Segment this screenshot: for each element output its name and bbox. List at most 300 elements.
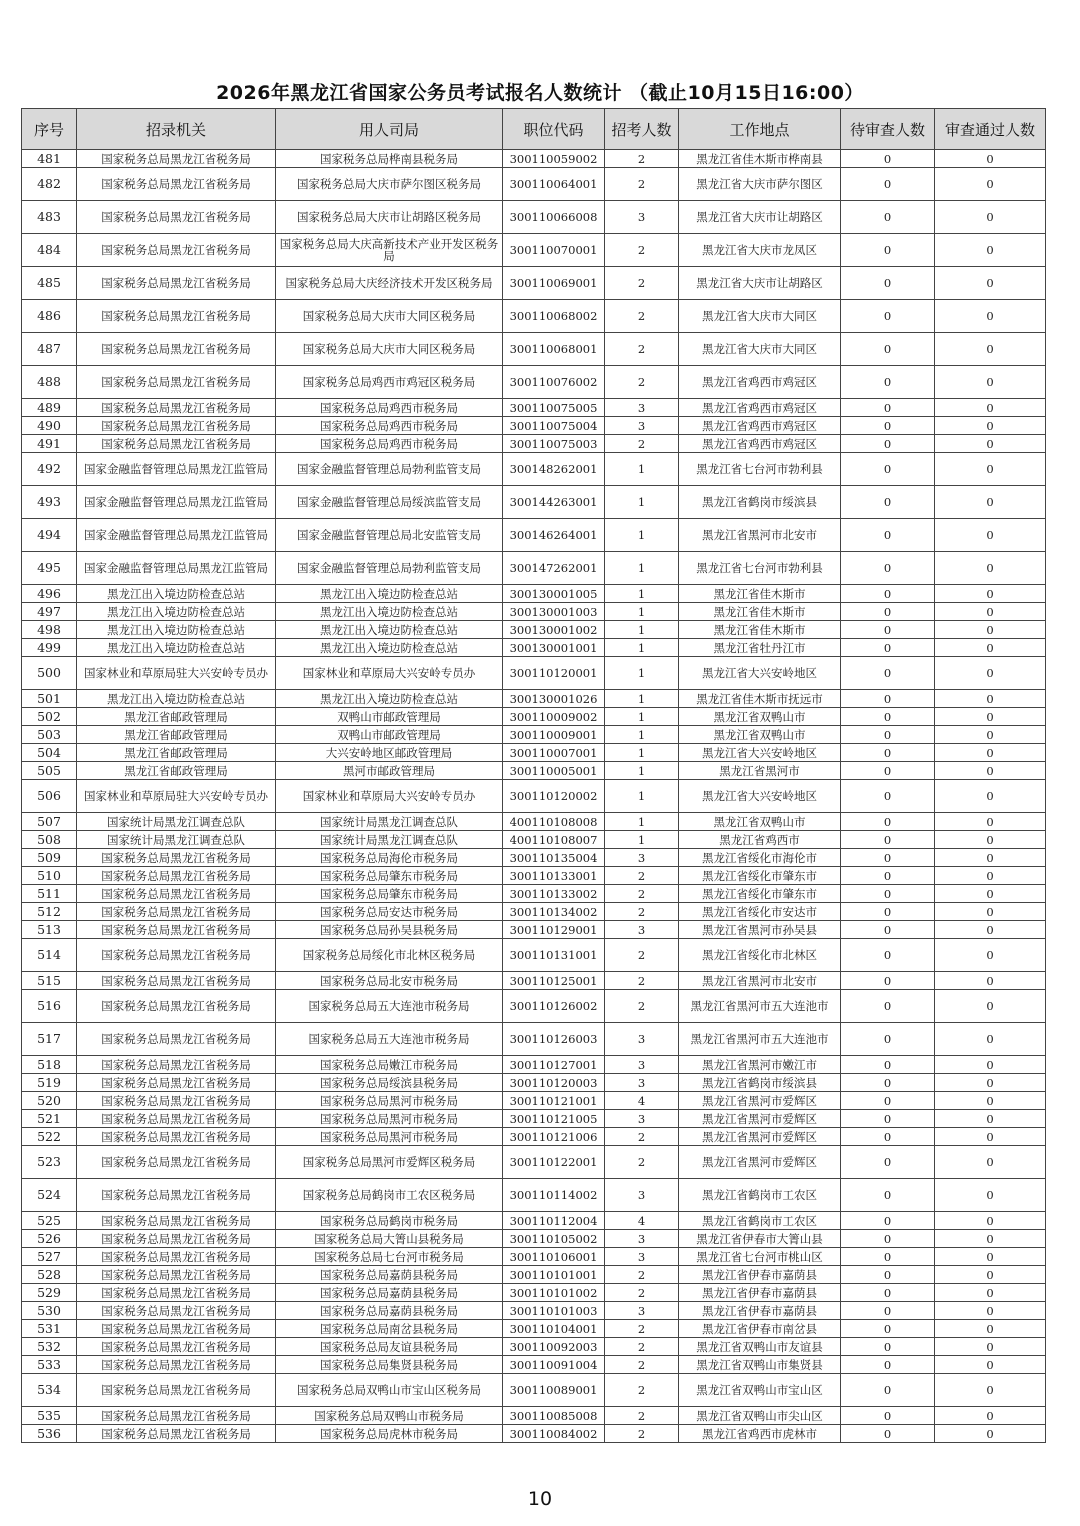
cell-agency: 国家税务总局黑龙江省税务局 [77,1092,276,1110]
cell-agency: 国家林业和草原局驻大兴安岭专员办 [77,657,276,690]
cell-agency: 国家税务总局黑龙江省税务局 [77,1356,276,1374]
header-location: 工作地点 [679,109,841,150]
cell-seq: 521 [22,1110,77,1128]
cell-location: 黑龙江省七台河市桃山区 [679,1248,841,1266]
cell-approved: 0 [935,867,1046,885]
cell-agency: 黑龙江省邮政管理局 [77,726,276,744]
cell-location: 黑龙江省黑河市北安市 [679,972,841,990]
cell-seq: 509 [22,849,77,867]
table-row [22,621,1046,639]
cell-department: 国家税务总局嘉荫县税务局 [276,1284,503,1302]
cell-seq: 527 [22,1248,77,1266]
cell-position-code: 300110114002 [503,1179,605,1212]
cell-agency: 黑龙江出入境边防检查总站 [77,639,276,657]
cell-quota: 2 [605,1407,679,1425]
cell-location: 黑龙江省佳木斯市 [679,603,841,621]
cell-pending: 0 [841,168,935,201]
cell-position-code: 300110009001 [503,726,605,744]
table-row [22,300,1046,333]
cell-quota: 4 [605,1092,679,1110]
table-row [22,1302,1046,1320]
table-row [22,1092,1046,1110]
cell-approved: 0 [935,486,1046,519]
cell-department: 国家税务总局孙吴县税务局 [276,921,503,939]
cell-pending: 0 [841,585,935,603]
cell-approved: 0 [935,1374,1046,1407]
cell-department: 黑龙江出入境边防检查总站 [276,603,503,621]
cell-pending: 0 [841,1056,935,1074]
cell-seq: 511 [22,885,77,903]
page-title: 2026年黑龙江省国家公务员考试报名人数统计 （截止10月15日16:00） [216,82,864,104]
cell-pending: 0 [841,972,935,990]
cell-pending: 0 [841,921,935,939]
cell-seq: 493 [22,486,77,519]
cell-department: 国家税务总局鹤岗市税务局 [276,1212,503,1230]
cell-location: 黑龙江省大兴安岭地区 [679,657,841,690]
cell-department: 国家税务总局五大连池市税务局 [276,1023,503,1056]
cell-pending: 0 [841,486,935,519]
cell-quota: 1 [605,726,679,744]
cell-position-code: 300130001002 [503,621,605,639]
cell-quota: 3 [605,1302,679,1320]
cell-approved: 0 [935,690,1046,708]
cell-agency: 国家税务总局黑龙江省税务局 [77,201,276,234]
table-row [22,1056,1046,1074]
cell-department: 国家税务总局鹤岗市工农区税务局 [276,1179,503,1212]
cell-department: 国家税务总局大庆高新技术产业开发区税务局 [276,234,503,267]
cell-seq: 488 [22,366,77,399]
cell-location: 黑龙江省黑河市爱辉区 [679,1110,841,1128]
cell-location: 黑龙江省大庆市大同区 [679,300,841,333]
cell-department: 国家税务总局大庆市大同区税务局 [276,333,503,366]
cell-agency: 国家统计局黑龙江调查总队 [77,813,276,831]
cell-quota: 4 [605,1212,679,1230]
cell-seq: 500 [22,657,77,690]
cell-quota: 2 [605,1284,679,1302]
cell-location: 黑龙江省佳木斯市抚远市 [679,690,841,708]
cell-position-code: 300110126002 [503,990,605,1023]
header-agency: 招录机关 [77,109,276,150]
cell-seq: 528 [22,1266,77,1284]
table-row [22,972,1046,990]
cell-seq: 524 [22,1179,77,1212]
cell-department: 国家税务总局嫩江市税务局 [276,1056,503,1074]
cell-seq: 508 [22,831,77,849]
cell-agency: 国家税务总局黑龙江省税务局 [77,972,276,990]
cell-location: 黑龙江省大庆市龙凤区 [679,234,841,267]
cell-location: 黑龙江省双鸭山市 [679,813,841,831]
header-row [22,109,1046,150]
cell-quota: 2 [605,939,679,972]
cell-approved: 0 [935,885,1046,903]
table-row [22,201,1046,234]
table-row [22,168,1046,201]
cell-position-code: 300110005001 [503,762,605,780]
cell-location: 黑龙江省鹤岗市工农区 [679,1179,841,1212]
cell-quota: 2 [605,168,679,201]
cell-department: 国家税务总局肇东市税务局 [276,867,503,885]
cell-pending: 0 [841,1320,935,1338]
cell-seq: 496 [22,585,77,603]
table-row [22,552,1046,585]
cell-location: 黑龙江省双鸭山市集贤县 [679,1356,841,1374]
cell-department: 国家税务总局双鸭山市宝山区税务局 [276,1374,503,1407]
cell-quota: 2 [605,267,679,300]
cell-location: 黑龙江省伊春市嘉荫县 [679,1284,841,1302]
cell-position-code: 300110068001 [503,333,605,366]
cell-position-code: 300110069001 [503,267,605,300]
cell-agency: 国家税务总局黑龙江省税务局 [77,1266,276,1284]
cell-location: 黑龙江省双鸭山市宝山区 [679,1374,841,1407]
cell-department: 国家税务总局友谊县税务局 [276,1338,503,1356]
cell-location: 黑龙江省大庆市萨尔图区 [679,168,841,201]
page-number: 10 [527,1488,553,1510]
cell-position-code: 300110121005 [503,1110,605,1128]
cell-approved: 0 [935,1425,1046,1443]
cell-position-code: 300130001003 [503,603,605,621]
cell-agency: 国家税务总局黑龙江省税务局 [77,1230,276,1248]
table-row [22,903,1046,921]
cell-seq: 529 [22,1284,77,1302]
cell-location: 黑龙江省伊春市嘉荫县 [679,1302,841,1320]
cell-seq: 492 [22,453,77,486]
cell-pending: 0 [841,1110,935,1128]
header-department: 用人司局 [276,109,503,150]
cell-quota: 2 [605,150,679,168]
cell-position-code: 300110112004 [503,1212,605,1230]
cell-department: 国家税务总局五大连池市税务局 [276,990,503,1023]
cell-position-code: 300110133001 [503,867,605,885]
table-row [22,486,1046,519]
cell-agency: 国家税务总局黑龙江省税务局 [77,1110,276,1128]
cell-pending: 0 [841,1146,935,1179]
table-row [22,234,1046,267]
cell-quota: 3 [605,417,679,435]
cell-position-code: 300110075003 [503,435,605,453]
cell-position-code: 300110091004 [503,1356,605,1374]
cell-approved: 0 [935,1407,1046,1425]
cell-approved: 0 [935,921,1046,939]
table-row [22,990,1046,1023]
cell-pending: 0 [841,708,935,726]
cell-approved: 0 [935,1320,1046,1338]
cell-location: 黑龙江省黑河市爱辉区 [679,1128,841,1146]
cell-seq: 482 [22,168,77,201]
cell-approved: 0 [935,1179,1046,1212]
cell-pending: 0 [841,150,935,168]
cell-location: 黑龙江省鹤岗市绥滨县 [679,486,841,519]
cell-pending: 0 [841,417,935,435]
cell-seq: 494 [22,519,77,552]
cell-department: 国家统计局黑龙江调查总队 [276,813,503,831]
cell-approved: 0 [935,1356,1046,1374]
cell-department: 国家税务总局七台河市税务局 [276,1248,503,1266]
cell-quota: 1 [605,831,679,849]
table-row [22,726,1046,744]
table-row [22,849,1046,867]
cell-seq: 497 [22,603,77,621]
cell-seq: 490 [22,417,77,435]
cell-position-code: 300110070001 [503,234,605,267]
cell-seq: 485 [22,267,77,300]
cell-location: 黑龙江省黑河市嫩江市 [679,1056,841,1074]
cell-agency: 国家税务总局黑龙江省税务局 [77,1248,276,1266]
cell-pending: 0 [841,939,935,972]
cell-position-code: 300110007001 [503,744,605,762]
registration-table [21,108,1046,1443]
cell-agency: 国家金融监督管理总局黑龙江监管局 [77,519,276,552]
cell-location: 黑龙江省绥化市肇东市 [679,885,841,903]
cell-position-code: 300110064001 [503,168,605,201]
cell-quota: 2 [605,1266,679,1284]
cell-seq: 481 [22,150,77,168]
cell-pending: 0 [841,366,935,399]
cell-position-code: 300110106001 [503,1248,605,1266]
cell-seq: 526 [22,1230,77,1248]
table-row [22,366,1046,399]
cell-position-code: 300110059002 [503,150,605,168]
cell-agency: 国家税务总局黑龙江省税务局 [77,1212,276,1230]
cell-quota: 2 [605,300,679,333]
cell-location: 黑龙江省鸡西市虎林市 [679,1425,841,1443]
cell-agency: 国家税务总局黑龙江省税务局 [77,1320,276,1338]
cell-position-code: 300110135004 [503,849,605,867]
cell-location: 黑龙江省大兴安岭地区 [679,780,841,813]
cell-quota: 2 [605,1338,679,1356]
cell-quota: 2 [605,234,679,267]
table-row [22,885,1046,903]
cell-pending: 0 [841,603,935,621]
cell-agency: 国家税务总局黑龙江省税务局 [77,849,276,867]
cell-seq: 495 [22,552,77,585]
cell-quota: 3 [605,399,679,417]
cell-seq: 536 [22,1425,77,1443]
cell-position-code: 300147262001 [503,552,605,585]
cell-pending: 0 [841,1092,935,1110]
cell-seq: 501 [22,690,77,708]
cell-seq: 515 [22,972,77,990]
cell-location: 黑龙江省七台河市勃利县 [679,453,841,486]
cell-agency: 国家税务总局黑龙江省税务局 [77,1338,276,1356]
cell-quota: 2 [605,885,679,903]
cell-location: 黑龙江省牡丹江市 [679,639,841,657]
cell-quota: 2 [605,1374,679,1407]
cell-agency: 国家税务总局黑龙江省税务局 [77,399,276,417]
cell-location: 黑龙江省伊春市大箐山县 [679,1230,841,1248]
cell-location: 黑龙江省双鸭山市尖山区 [679,1407,841,1425]
cell-pending: 0 [841,1356,935,1374]
cell-department: 国家税务总局鸡西市鸡冠区税务局 [276,366,503,399]
cell-approved: 0 [935,168,1046,201]
cell-quota: 2 [605,903,679,921]
cell-pending: 0 [841,1230,935,1248]
table-row [22,150,1046,168]
cell-position-code: 300110009002 [503,708,605,726]
cell-approved: 0 [935,603,1046,621]
cell-seq: 505 [22,762,77,780]
cell-position-code: 300110075005 [503,399,605,417]
table-row [22,708,1046,726]
cell-position-code: 300130001005 [503,585,605,603]
cell-department: 国家税务总局肇东市税务局 [276,885,503,903]
cell-pending: 0 [841,399,935,417]
cell-pending: 0 [841,813,935,831]
cell-approved: 0 [935,300,1046,333]
cell-quota: 2 [605,1320,679,1338]
cell-pending: 0 [841,267,935,300]
cell-seq: 534 [22,1374,77,1407]
table-row [22,1110,1046,1128]
cell-pending: 0 [841,639,935,657]
cell-department: 国家税务总局黑河市税务局 [276,1128,503,1146]
cell-position-code: 300110075004 [503,417,605,435]
cell-seq: 502 [22,708,77,726]
cell-agency: 国家税务总局黑龙江省税务局 [77,939,276,972]
cell-seq: 525 [22,1212,77,1230]
cell-position-code: 300110066008 [503,201,605,234]
cell-agency: 国家税务总局黑龙江省税务局 [77,234,276,267]
cell-location: 黑龙江省大庆市让胡路区 [679,201,841,234]
cell-department: 双鸭山市邮政管理局 [276,708,503,726]
table-row [22,690,1046,708]
cell-pending: 0 [841,744,935,762]
cell-agency: 国家税务总局黑龙江省税务局 [77,1407,276,1425]
cell-quota: 3 [605,1056,679,1074]
cell-pending: 0 [841,1023,935,1056]
table-row [22,267,1046,300]
cell-approved: 0 [935,201,1046,234]
cell-quota: 1 [605,603,679,621]
cell-agency: 国家税务总局黑龙江省税务局 [77,1179,276,1212]
table-row [22,1284,1046,1302]
cell-department: 国家税务总局海伦市税务局 [276,849,503,867]
cell-quota: 1 [605,453,679,486]
table-row [22,1179,1046,1212]
cell-department: 黑河市邮政管理局 [276,762,503,780]
cell-approved: 0 [935,234,1046,267]
cell-approved: 0 [935,519,1046,552]
table-row [22,939,1046,972]
cell-quota: 3 [605,849,679,867]
cell-agency: 国家统计局黑龙江调查总队 [77,831,276,849]
cell-seq: 530 [22,1302,77,1320]
cell-location: 黑龙江省鸡西市 [679,831,841,849]
cell-approved: 0 [935,1110,1046,1128]
cell-agency: 国家税务总局黑龙江省税务局 [77,366,276,399]
cell-position-code: 300130001026 [503,690,605,708]
cell-pending: 0 [841,1212,935,1230]
cell-department: 国家税务总局双鸭山市税务局 [276,1407,503,1425]
cell-quota: 1 [605,744,679,762]
cell-position-code: 300110122001 [503,1146,605,1179]
cell-location: 黑龙江省鸡西市鸡冠区 [679,399,841,417]
cell-approved: 0 [935,435,1046,453]
cell-seq: 483 [22,201,77,234]
cell-pending: 0 [841,990,935,1023]
cell-quota: 3 [605,1179,679,1212]
cell-seq: 516 [22,990,77,1023]
cell-quota: 1 [605,813,679,831]
cell-seq: 487 [22,333,77,366]
cell-approved: 0 [935,621,1046,639]
cell-position-code: 300110084002 [503,1425,605,1443]
cell-approved: 0 [935,585,1046,603]
cell-department: 国家税务总局绥化市北林区税务局 [276,939,503,972]
cell-approved: 0 [935,1266,1046,1284]
cell-position-code: 300110101003 [503,1302,605,1320]
cell-pending: 0 [841,1374,935,1407]
cell-seq: 498 [22,621,77,639]
cell-pending: 0 [841,849,935,867]
cell-department: 国家税务总局鸡西市税务局 [276,399,503,417]
cell-position-code: 300110101001 [503,1266,605,1284]
cell-position-code: 300110076002 [503,366,605,399]
cell-seq: 491 [22,435,77,453]
cell-seq: 533 [22,1356,77,1374]
cell-agency: 国家税务总局黑龙江省税务局 [77,1074,276,1092]
cell-agency: 黑龙江出入境边防检查总站 [77,621,276,639]
cell-position-code: 300110092003 [503,1338,605,1356]
cell-location: 黑龙江省佳木斯市 [679,585,841,603]
header-pending: 待审查人数 [841,109,935,150]
cell-location: 黑龙江省黑河市五大连池市 [679,990,841,1023]
cell-quota: 2 [605,867,679,885]
cell-quota: 2 [605,972,679,990]
cell-approved: 0 [935,1302,1046,1320]
table-row [22,1128,1046,1146]
cell-quota: 2 [605,1146,679,1179]
table-row [22,657,1046,690]
cell-location: 黑龙江省黑河市北安市 [679,519,841,552]
cell-location: 黑龙江省鸡西市鸡冠区 [679,366,841,399]
cell-agency: 国家税务总局黑龙江省税务局 [77,1128,276,1146]
cell-department: 国家税务总局绥滨县税务局 [276,1074,503,1092]
cell-department: 国家税务总局嘉荫县税务局 [276,1302,503,1320]
cell-seq: 503 [22,726,77,744]
cell-approved: 0 [935,708,1046,726]
cell-pending: 0 [841,1266,935,1284]
cell-department: 国家统计局黑龙江调查总队 [276,831,503,849]
cell-agency: 黑龙江出入境边防检查总站 [77,585,276,603]
cell-location: 黑龙江省鸡西市鸡冠区 [679,417,841,435]
cell-position-code: 300148262001 [503,453,605,486]
cell-location: 黑龙江省鹤岗市绥滨县 [679,1074,841,1092]
cell-quota: 1 [605,657,679,690]
cell-quota: 2 [605,333,679,366]
cell-seq: 523 [22,1146,77,1179]
table-row [22,639,1046,657]
cell-quota: 1 [605,690,679,708]
cell-location: 黑龙江省鹤岗市工农区 [679,1212,841,1230]
cell-approved: 0 [935,813,1046,831]
cell-department: 国家税务总局黑河市税务局 [276,1092,503,1110]
cell-seq: 486 [22,300,77,333]
cell-agency: 国家税务总局黑龙江省税务局 [77,885,276,903]
cell-agency: 国家税务总局黑龙江省税务局 [77,903,276,921]
cell-location: 黑龙江省佳木斯市 [679,621,841,639]
cell-approved: 0 [935,1212,1046,1230]
cell-department: 国家金融监督管理总局绥滨监管支局 [276,486,503,519]
cell-department: 国家林业和草原局大兴安岭专员办 [276,780,503,813]
cell-department: 国家税务总局虎林市税务局 [276,1425,503,1443]
cell-seq: 517 [22,1023,77,1056]
cell-approved: 0 [935,903,1046,921]
cell-seq: 531 [22,1320,77,1338]
cell-agency: 国家税务总局黑龙江省税务局 [77,1146,276,1179]
table-row [22,867,1046,885]
header-seq: 序号 [22,109,77,150]
cell-seq: 489 [22,399,77,417]
